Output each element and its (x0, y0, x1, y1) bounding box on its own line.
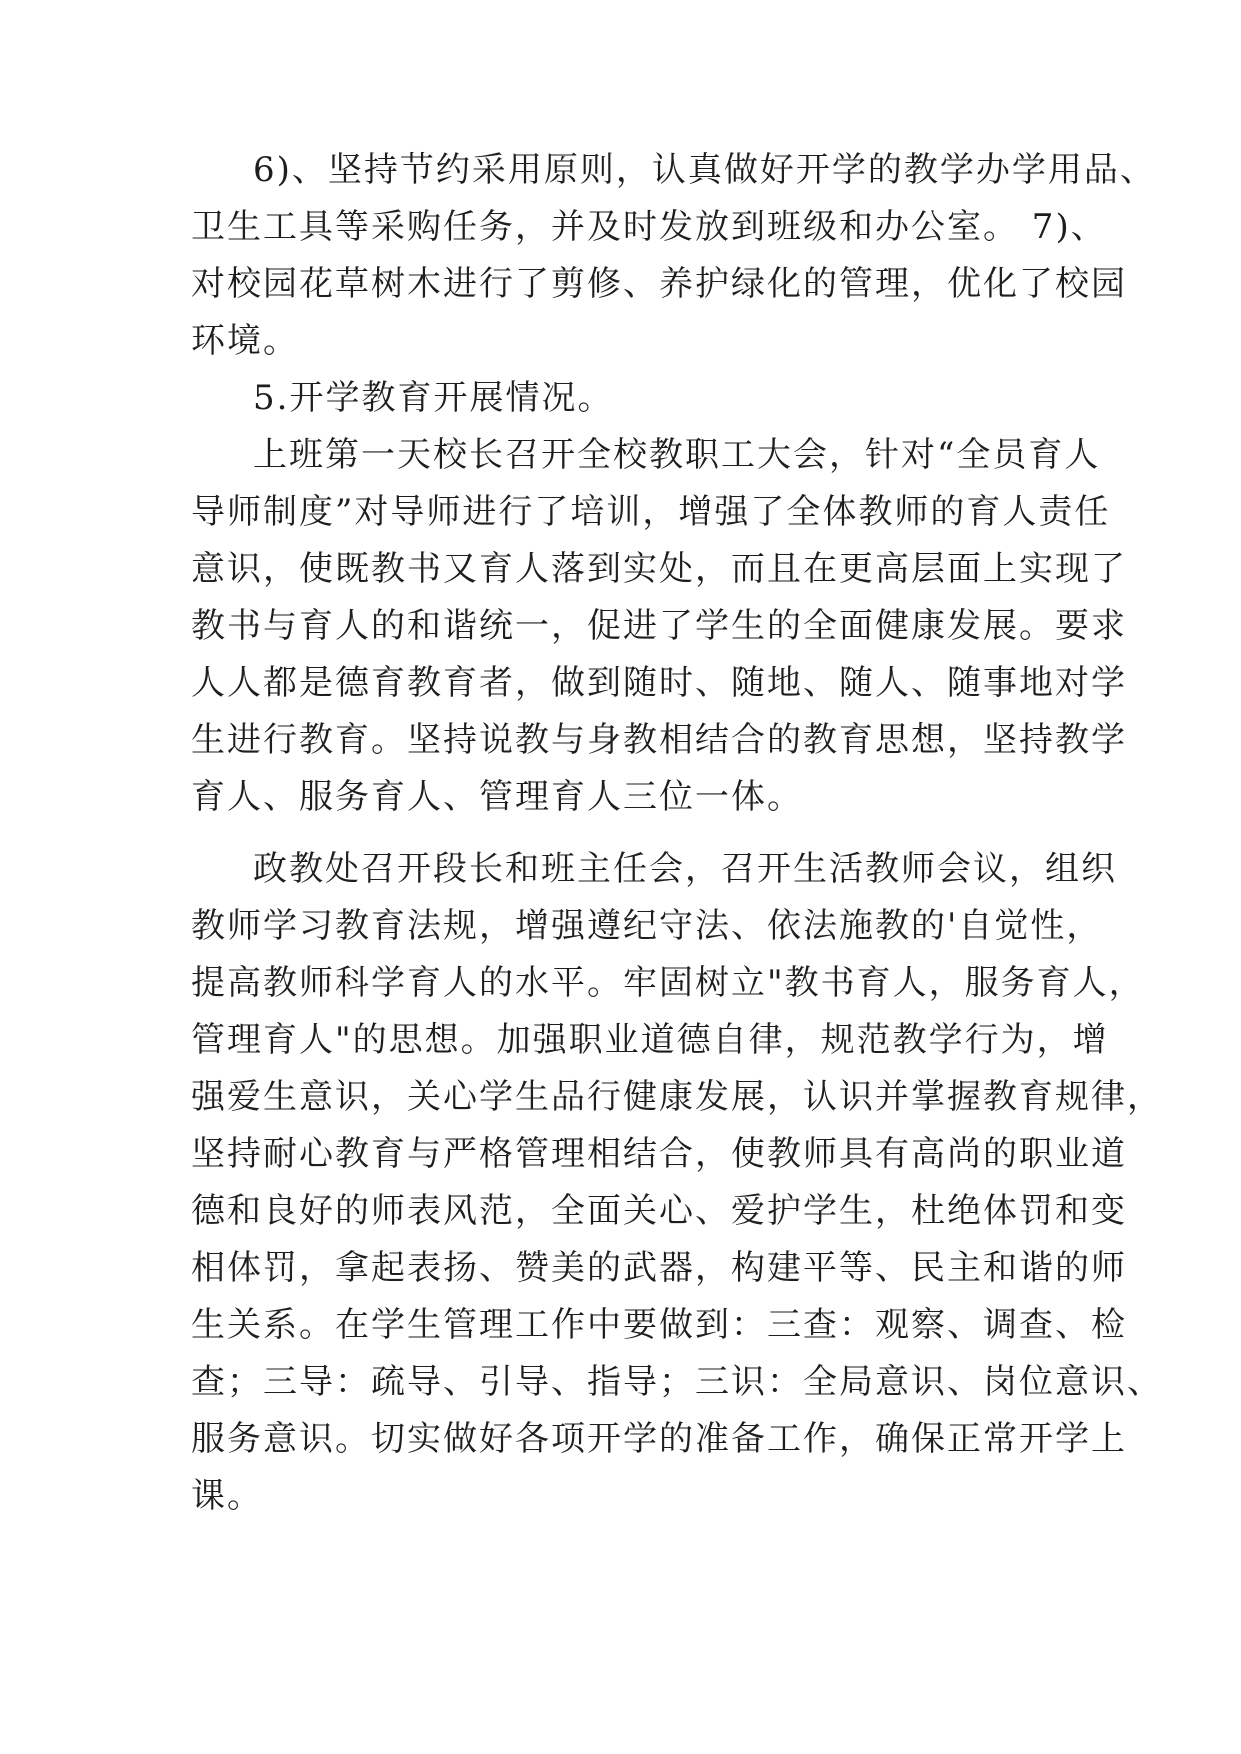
text-line: 坚持耐心教育与严格管理相结合，使教师具有高尚的职业道 (191, 1134, 1127, 1174)
text-line: 意识，使既教书又育人落到实处，而且在更高层面上实现了 (191, 549, 1127, 589)
section-heading: 5.开学教育开展情况。 (253, 378, 614, 418)
text-line: 查；三导：疏导、引导、指导；三识：全局意识、岗位意识、 (191, 1362, 1163, 1402)
text-line: 教师学习教育法规，增强遵纪守法、依法施教的'自觉性， (191, 906, 1103, 946)
text-line: 课。 (191, 1476, 263, 1516)
text-line: 育人、服务育人、管理育人三位一体。 (191, 777, 803, 817)
text-line: 人人都是德育教育者，做到随时、随地、随人、随事地对学 (191, 663, 1127, 703)
text-line: 导师制度”对导师进行了培训，增强了全体教师的育人责任 (191, 492, 1111, 532)
text-line: 管理育人"的思想。加强职业道德自律，规范教学行为，增 (191, 1020, 1109, 1060)
text-line: 上班第一天校长召开全校教职工大会，针对“全员育人 (253, 435, 1101, 475)
text-line: 政教处召开段长和班主任会，召开生活教师会议，组织 (253, 849, 1117, 889)
text-line: 教书与育人的和谐统一，促进了学生的全面健康发展。要求 (191, 606, 1127, 646)
text-line: 6)、坚持节约采用原则，认真做好开学的教学办学用品、 (253, 150, 1156, 190)
text-line: 相体罚，拿起表扬、赞美的武器，构建平等、民主和谐的师 (191, 1248, 1127, 1288)
text-line: 服务意识。切实做好各项开学的准备工作，确保正常开学上 (191, 1419, 1127, 1459)
text-line: 强爱生意识，关心学生品行健康发展，认识并掌握教育规律， (191, 1077, 1163, 1117)
text-line: 对校园花草树木进行了剪修、养护绿化的管理，优化了校园 (191, 264, 1127, 304)
text-line: 环境。 (191, 321, 299, 361)
text-line: 卫生工具等采购任务，并及时发放到班级和办公室。 7)、 (191, 207, 1107, 247)
text-line: 德和良好的师表风范，全面关心、爱护学生，杜绝体罚和变 (191, 1191, 1127, 1231)
text-line: 生进行教育。坚持说教与身教相结合的教育思想，坚持教学 (191, 720, 1127, 760)
text-line: 生关系。在学生管理工作中要做到：三查：观察、调查、检 (191, 1305, 1127, 1345)
text-line: 提高教师科学育人的水平。牢固树立"教书育人，服务育人， (191, 963, 1145, 1003)
